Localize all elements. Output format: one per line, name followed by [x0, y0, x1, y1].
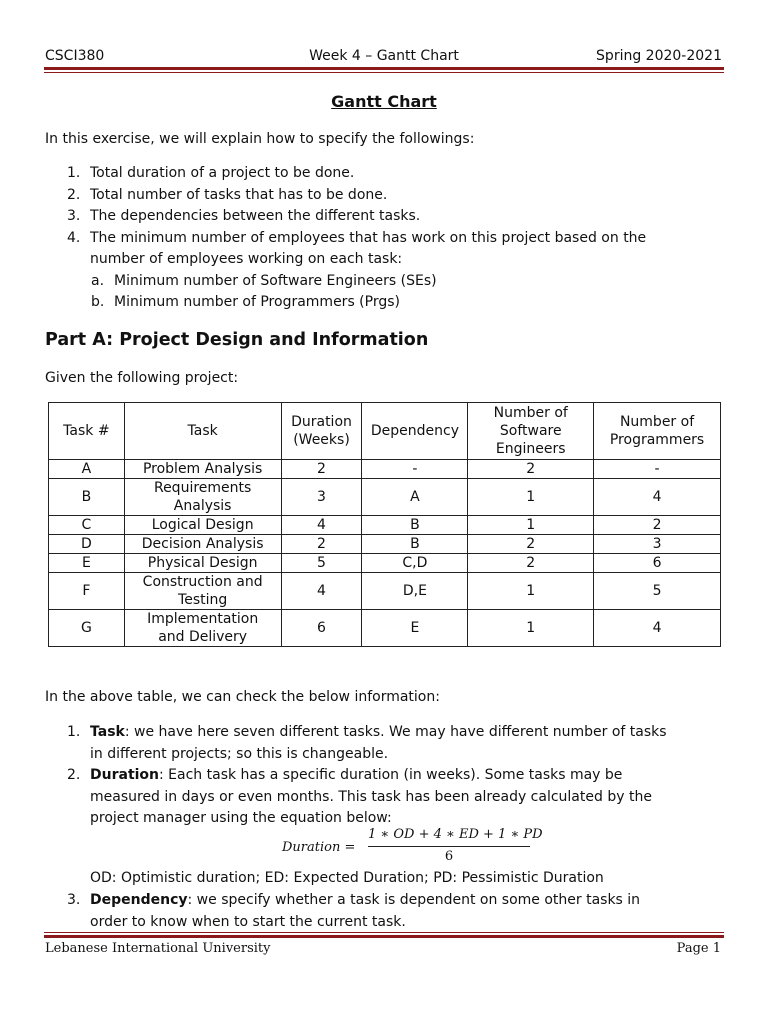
table-header-row — [49, 403, 721, 460]
table-row: C Logical Design 4 B 1 2 — [49, 516, 721, 535]
info-list: 1. Task: we have here seven different tasks. We may have different number of tasks in different projects; so this is changeable. 2. Duration: Each task has a specific duration (in weeks). Some tasks may be measured in days or even months. This task has been already calculated by the project manager using the equation below: OD: Optimistic duration; ED: Expected Duration; PD: Pessimistic Duration 3. Dependency: we specify whether a task is dependent on some other tasks in order to know when to start the current task. — [67, 724, 667, 930]
table-row: B Requirements Analysis 3 A 1 4 — [49, 479, 721, 516]
header-programmers: Number of Programmers — [594, 403, 721, 460]
table-row: A Problem Analysis 2 - 2 - — [49, 460, 721, 479]
header-dependency: Dependency — [362, 403, 468, 460]
table-row: G Implementation and Delivery 6 E 1 4 — [49, 610, 721, 647]
given-text: Given the following project: — [45, 370, 239, 386]
header-task-num: Task # — [49, 403, 125, 460]
equation-lhs: Duration = — [282, 840, 356, 855]
table-row: D Decision Analysis 2 B 2 3 — [49, 535, 721, 554]
equation-fraction — [368, 826, 543, 865]
header-course: CSCI380 — [45, 48, 105, 64]
footer-university: Lebanese International University — [45, 941, 271, 956]
table-intro-text: In the above table, we can check the below information: — [45, 689, 440, 705]
project-task-table — [48, 402, 721, 647]
page-title: Gantt Chart — [331, 92, 437, 111]
table-row: F Construction and Testing 4 D,E 1 5 — [49, 573, 721, 610]
intro-text: In this exercise, we will explain how to specify the followings: — [45, 131, 475, 147]
equation-denominator: 6 — [444, 849, 454, 864]
header-software-engineers: Number of Software Engineers — [468, 403, 594, 460]
table-row: E Physical Design 5 C,D 2 6 — [49, 554, 721, 573]
footer-rule-thin — [44, 932, 724, 933]
footer-page-number: Page 1 — [676, 941, 721, 956]
header-rule-thin — [44, 72, 724, 73]
equation-numerator: 1 ∗ OD + 4 ∗ ED + 1 ∗ PD — [368, 827, 543, 842]
footer-rule-thick — [44, 935, 724, 938]
duration-equation — [282, 826, 542, 868]
goals-list: 1. Total duration of a project to be done. 2. Total number of tasks that has to be done. 3. The dependencies between the different tasks. 4. The minimum number of employees that has work on this project based on the number of employees working on each task: a. Minimum number of Software Engineers (SEs) b. Minimum number of Programmers (Prgs) — [67, 165, 647, 310]
header-term: Spring 2020-2021 — [596, 48, 722, 64]
header-topic: Week 4 – Gantt Chart — [309, 48, 459, 64]
header-duration: Duration (Weeks) — [281, 403, 362, 460]
header-task: Task — [124, 403, 281, 460]
section-heading-part-a: Part A: Project Design and Information — [45, 330, 429, 350]
fraction-bar — [368, 846, 530, 847]
header-rule-thick — [44, 67, 724, 70]
